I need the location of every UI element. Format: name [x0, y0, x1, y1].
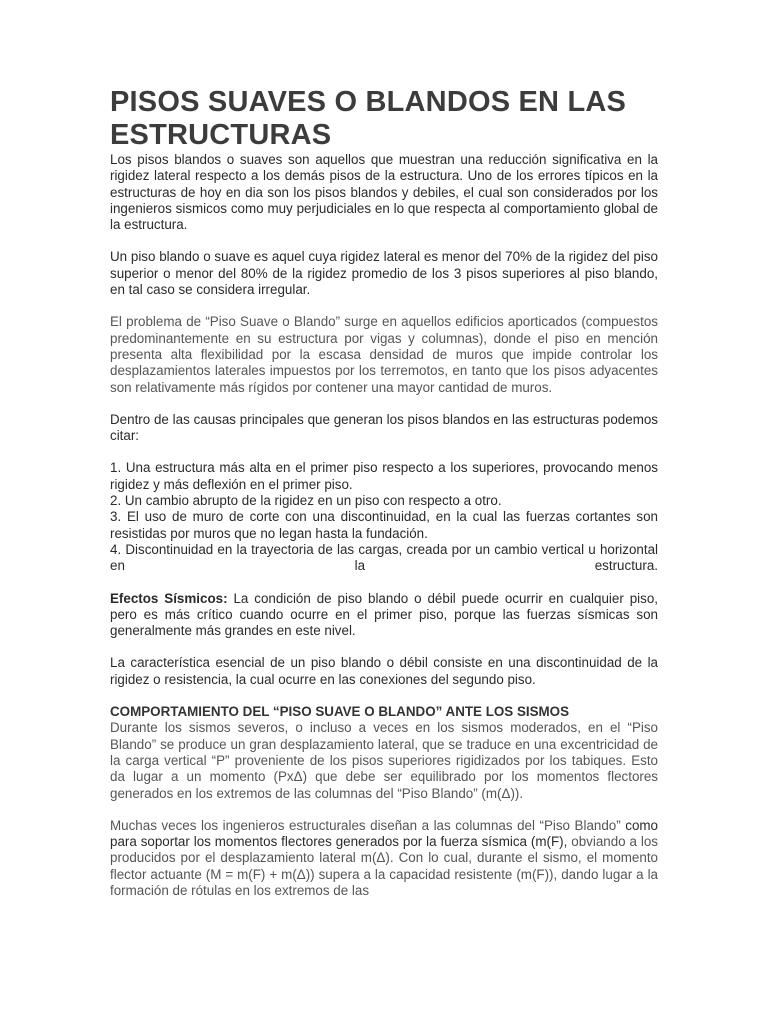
paragraph-intro: Los pisos blandos o suaves son aquellos que muestran una reducción significativa en la rigidez lateral respecto a los demás pisos de la estructura. Uno de los errores típicos en la estructuras de hoy en dia son los pisos blandos y debiles, el cual son considerados por los ingenieros sismicos como muy perjudiciales en lo que respecta al comportamiento global de la estructura. — [110, 152, 658, 233]
paragraph-definition: Un piso blando o suave es aquel cuya rigidez lateral es menor del 70% de la rigidez del piso superior o menor del 80% de la rigidez promedio de los 3 pisos superiores al piso blando, en tal caso se considera irregular. — [110, 249, 658, 298]
list-item: 2. Un cambio abrupto de la rigidez en un piso con respecto a otro. — [110, 493, 502, 509]
paragraph-behavior: Durante los sismos severos, o incluso a veces en los sismos moderados, en el “Piso Blando” se produce un gran desplazamiento lateral, que se traduce en una excentricidad de la carga vertical “P” proveniente de los pisos superiores rigidizados por los tabiques. Esto da lugar a un momento (PxΔ) que debe ser equilibrado por los momentos flectores generados en los extremos de las columnas del “Piso Blando” (m(Δ)). — [110, 720, 658, 801]
list-item: 4. Discontinuidad en la trayectoria de las cargas, creada por un cambio vertical u horizontal en la estructura. — [110, 541, 658, 574]
section-heading: COMPORTAMIENTO DEL “PISO SUAVE O BLANDO” ANTE LOS SISMOS — [110, 704, 570, 720]
seismic-effects-label: Efectos Sísmicos: — [110, 590, 228, 606]
paragraph-seismic-effects — [110, 591, 658, 640]
paragraph-problem: El problema de “Piso Suave o Blando” surge en aquellos edificios aporticados (compuestos predominantemente en su estructura por vigas y columnas), donde el piso en mención presenta alta flexibilidad por la escasa densidad de muros que impide controlar los desplazamientos laterales impuestos por los terremotos, en tanto que los pisos adyacentes son relativamente más rígidos por contener una mayor cantidad de muros. — [110, 314, 658, 395]
design-text-a: Muchas veces los ingenieros estructurales diseñan a las columnas del “Piso Blando” — [110, 817, 621, 833]
list-item: 1. Una estructura más alta en el primer piso respecto a los superiores, provocando menos rigidez y más deflexión en el primer piso. — [110, 460, 658, 492]
design-text-c: obviando a los producidos por el desplazamiento lateral m(Δ). Con lo cual, durante el sismo, el momento flector actuante (M = m(F) + m(Δ)) supera a la capacidad resistente (m(F)), dando lugar a la formación de rótulas en los extremos de las — [110, 834, 658, 898]
seismic-effects-text: La condición de piso blando o débil puede ocurrir en cualquier piso, pero es más crítico cuando ocurre en el primer piso, porque las fuerzas sísmicas son generalmente más grandes en este nivel. — [110, 590, 658, 639]
document-title: PISOS SUAVES O BLANDOS EN LAS ESTRUCTURAS — [110, 86, 627, 151]
paragraph-characteristic: La característica esencial de un piso blando o débil consiste en una discontinuidad de la rigidez o resistencia, la cual ocurre en las conexiones del segundo piso. — [110, 655, 658, 687]
paragraph-design — [110, 818, 658, 899]
design-text-b: como para soportar los momentos flectores generados por la fuerza sísmica (m(F), — [110, 817, 658, 850]
list-item: 3. El uso de muro de corte con una discontinuidad, en la cual las fuerzas cortantes son resistidas por muros que no legan hasta la fundación. — [110, 509, 658, 541]
paragraph-causes-intro: Dentro de las causas principales que generan los pisos blandos en las estructuras podemos citar: — [110, 411, 658, 444]
document-body — [110, 86, 658, 899]
